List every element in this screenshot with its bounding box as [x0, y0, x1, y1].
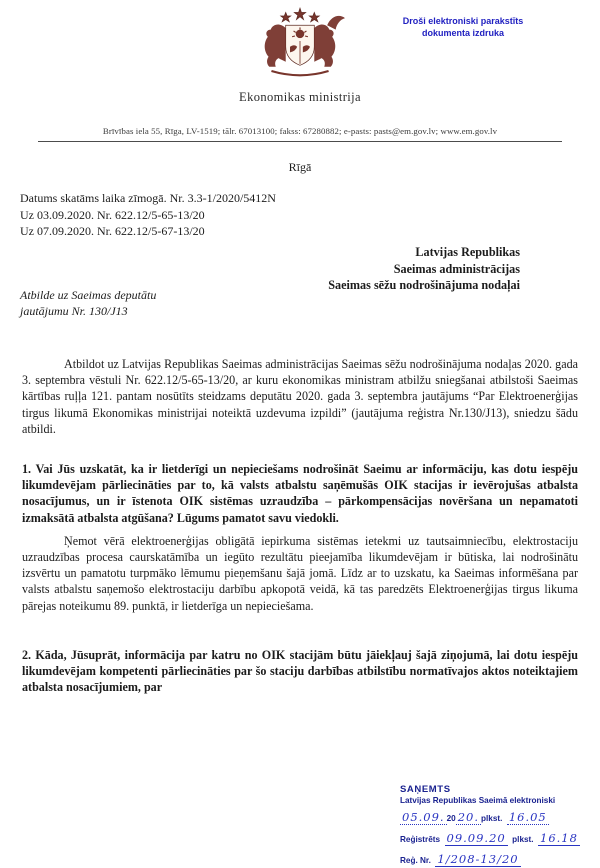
recipient-line-1: Latvijas Republikas — [415, 245, 520, 259]
stamp-title: SAŅEMTS — [400, 784, 451, 795]
stamp-received-year-hand: 20. — [457, 810, 479, 824]
stamp-received-time: 16.05 — [508, 810, 547, 824]
intro-paragraph: Atbildot uz Latvijas Republikas Saeimas administrācijas Saeimas sēžu nodrošinājuma nodaļas 2020. gada 3. septembra vēstuli Nr. 622.12/5-65-13/20, ar kuru ekonomikas ministram atbilžu sniegšanai atbilstoši Saeimas kārtības ruļļa 121. pantam nosūtīts steidzams deputātu 2020. gada 3. septembra jautājums “Par Elektroenerģijas tirgus likumā Ekonomikas ministrijai noteiktā uzdevuma izpildi” (jautājuma reģistra Nr.130/J13), sniedzu šādu atbildi. — [22, 357, 578, 436]
stamp-regnr-label: Reģ. Nr. — [400, 856, 431, 865]
reference-line-1: Uz 03.09.2020. Nr. 622.12/5-65-13/20 — [20, 207, 205, 222]
subject-block — [20, 287, 156, 319]
stamp-registered-label: Reģistrēts — [400, 835, 441, 844]
stamp-received-line — [400, 808, 598, 826]
stamp-regnr-line — [400, 850, 598, 868]
recipient-block — [328, 244, 520, 294]
stamp-registered-plkst-label: plkst. — [512, 835, 534, 844]
saeima-received-stamp — [400, 784, 598, 868]
recipient-line-3: Saeimas sēžu nodrošinājuma nodaļai — [328, 278, 520, 292]
reference-line-2: Uz 07.09.2020. Nr. 622.12/5-67-13/20 — [20, 224, 205, 238]
esign-note-line1: Droši elektroniski parakstīts — [402, 16, 524, 26]
reference-block — [20, 190, 276, 240]
stamp-regnr-value: 1/208-13/20 — [437, 852, 519, 866]
date-line: Datums skatāms laika zīmogā. Nr. 3.3-1/2020/5412N — [20, 191, 276, 205]
stamp-subtitle: Latvijas Republikas Saeimā elektroniski — [400, 796, 556, 805]
stamp-received-plkst-label: plkst. — [480, 814, 503, 823]
stamp-received-date: 05.09. — [402, 810, 445, 824]
stamp-registered-date: 09.09.20 — [446, 831, 506, 845]
recipient-line-2: Saeimas administrācijas — [393, 261, 520, 276]
city-line: Rīgā — [288, 160, 312, 174]
stamp-registered-line — [400, 829, 598, 847]
question-1: 1. Vai Jūs uzskatāt, ka ir lietderīgi un nepieciešams nodrošināt Saeimu ar informāciju, kas dotu iespēju likumdevējam pārliecināties par to, kā valsts atbalstu saņēmušās OIK stacijas ir ievērojušas atbalsta nosacījumus, un ir īstenota OIK sistēmas uzraudzība – pārkompensācijas novēršana un nepamatoti izmaksātā atbalsta atgūšana? Lūgums pamatot savu viedokli. — [22, 462, 578, 525]
header-divider — [38, 141, 562, 142]
stamp-registered-time: 16.18 — [540, 831, 578, 845]
latvia-coat-of-arms-icon — [250, 6, 350, 86]
subject-line-1: Atbilde uz Saeimas deputātu — [20, 288, 157, 302]
letter-body — [22, 356, 578, 695]
ministry-name: Ekonomikas ministrija — [239, 90, 361, 104]
answer-1: Ņemot vērā elektroenerģijas obligātā iepirkuma sistēmas ietekmi uz tautsaimniecību, elektrostaciju uzraudzības procesa caurskatāmība un iegūto rezultātu pieejamība likumdevējam ir būtiska, lai nodrošinātu izsvērtu un pamatotu turpmāko lēmumu pieņemšanu šajā jomā. Līdz ar to uzskatu, ka Saeimas informēšana par valsts atbalstu saņemošo elektrostaciju darbību apkopotā veidā, kā tas paredzēts Elektroenerģijas tirgus likuma pārejas noteikumu 89. punktā, ir lietderīga un nepieciešama. — [22, 533, 578, 613]
ministry-address: Brīvības iela 55, Rīga, LV-1519; tālr. 67013100; fakss: 67280882; e-pasts: pasts@em.gov.lv; www.em.gov.lv — [102, 126, 498, 136]
question-2: 2. Kāda, Jūsuprāt, informācija par katru no OIK stacijām būtu jāiekļauj šajā ziņojumā, lai dotu iespēju likumdevējam kompetenti pārliecināties par šo staciju darbības atbilstību normatīvajos aktos noteiktajiem atbalsta nosacījumiem, par — [22, 647, 578, 695]
stamp-received-year-printed: 20 — [446, 814, 456, 823]
esign-note-line2: dokumenta izdruka — [421, 28, 504, 39]
subject-line-2: jautājumu Nr. 130/J13 — [20, 304, 128, 318]
esign-note — [378, 15, 548, 39]
